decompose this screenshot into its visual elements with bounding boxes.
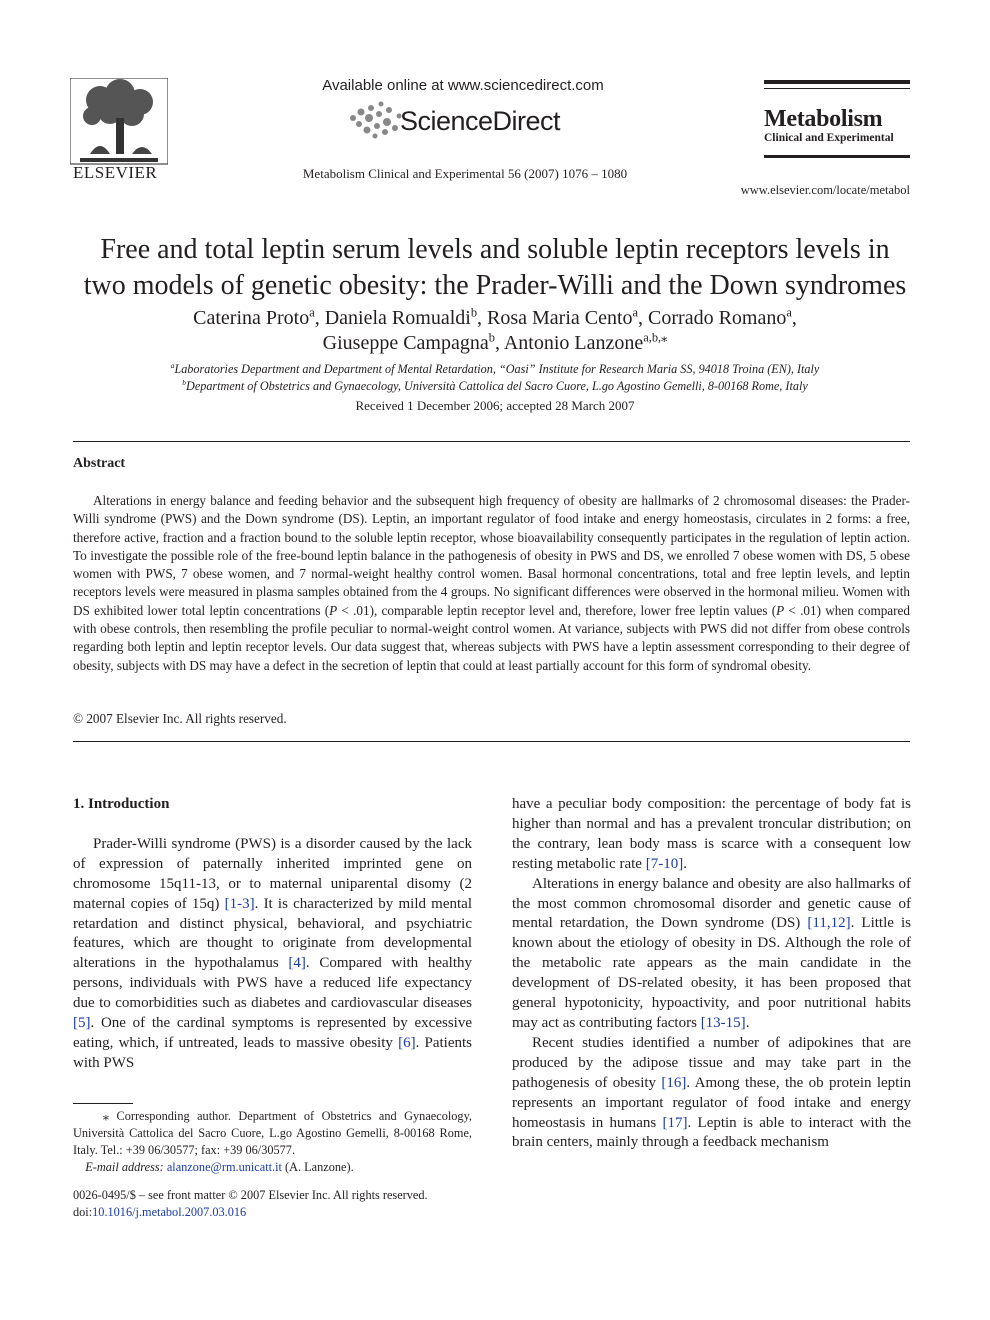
journal-rule-bottom xyxy=(764,155,910,158)
author-affil: b xyxy=(470,305,478,320)
author-name[interactable]: Rosa Maria Cento xyxy=(487,307,633,329)
journal-reference: Metabolism Clinical and Experimental 56 (2007) 1076 – 1080 xyxy=(302,166,628,181)
body-text: Recent studies identified a number of adipokines that are produced by the adipose tissue and may take part in the pathogenesis of obesity xyxy=(512,1034,911,1091)
body-text: . xyxy=(683,855,687,872)
body-text: . Leptin is able to interact with the brain centers, mainly through a feedback mechanism xyxy=(512,1114,911,1151)
abstract-rule-top xyxy=(73,441,910,442)
journal-rule-top xyxy=(764,80,910,84)
title-line-2: two models of genetic obesity: the Prader-Willi and the Down syndromes xyxy=(83,270,907,301)
corresponding-footnote: ⁎ Corresponding author. Department of Obstetrics and Gynaecology, Università Cattolica del Sacro Cuore, L.go Agostino Gemelli, 8-00168 Rome, Italy. Tel.: +39 06/30577; fax: +39 06/30577. E-mail address: alanzone@rm.unicatt.it (A. Lanzone). xyxy=(73,1109,472,1174)
body-text: Alterations in energy balance and obesity are also hallmarks of the most common chromosomal disorder and genetic cause of mental retardation, the Down syndrome (DS) xyxy=(512,875,911,932)
email-label: E-mail address: xyxy=(85,1160,164,1174)
front-matter xyxy=(73,1187,493,1221)
author-separator: , xyxy=(314,307,325,329)
body-text: have a peculiar body composition: the percentage of body fat is higher than normal and has a prevalent troncular distribution; on the contrary, lean body mass is scarce with a consequent low resting metabolic rate xyxy=(512,796,911,872)
body-text: . Among these, the ob protein leptin represents an important regulator of food intake and energy homeostasis in humans xyxy=(512,1074,912,1131)
author-name[interactable]: Caterina Proto xyxy=(193,307,310,329)
author-name[interactable]: Corrado Romano xyxy=(648,307,787,329)
journal-subtitle: Clinical and Experimental xyxy=(764,132,894,144)
body-text: . Compared with healthy persons, individuals with PWS have a reduced life expectancy due to comorbidities such as diabetes and cardiovascular diseases xyxy=(73,955,472,1012)
citation-link[interactable]: [4] xyxy=(288,955,306,972)
author-separator: , xyxy=(791,307,797,329)
footnote-rule xyxy=(73,1103,133,1104)
author-name[interactable]: Daniela Romualdi xyxy=(324,307,471,329)
abstract-heading: Abstract xyxy=(73,456,126,471)
intro-paragraph xyxy=(512,1034,911,1153)
author-affil: a,b,⁎ xyxy=(643,330,668,345)
intro-paragraph xyxy=(73,835,472,1074)
article-title xyxy=(60,232,930,304)
body-text: . xyxy=(745,1014,750,1031)
affil-text: Department of Obstetrics and Gynaecology, Università Cattolica del Sacro Cuore, L.go Agostino Gemelli, 8-00168 Rome, Italy xyxy=(186,379,808,393)
email-link[interactable]: alanzone@rm.unicatt.it xyxy=(166,1160,282,1174)
body-text: . Little is known about the etiology of obesity in DS. Although the role of the metabolic rate appears as the main candidate in the development of DS-related obesity, it has been proposed that general hypotonicity, hypoactivity, and poor nutritional habits may act as contributing factors xyxy=(512,915,911,1031)
abstract-body: Alterations in energy balance and feeding behavior and the subsequent high frequency of obesity are hallmarks of 2 chromosomal diseases: the Prader-Willi syndrome (PWS) and the Down syndrome (DS). Leptin, an important regulator of food intake and energy homeostasis, circulates in 2 forms: a free, therefore active, fraction and a fraction bound to the soluble leptin receptor, whose bioavailability consequently participates in the regulation of leptin action. To investigate the possible role of the free-bound leptin balance in the pathogenesis of obesity in PWS and DS, we enrolled 7 obese women with DS, 5 obese women with PWS, 7 obese women, and 7 normal-weight healthy control women. Basal hormonal concentrations, total and free leptin levels, and leptin receptors levels were measured in plasma samples obtained from the 4 groups. No significant differences were observed in the hormonal milieu. Women with DS exhibited lower total leptin concentrations (P < .01), comparable leptin receptor level and, therefore, lower free leptin values (P < .01) when compared with obese controls, then resembling the profile peculiar to normal-weight control women. At variance, subjects with PWS did not differ from obese controls regarding both leptin and leptin receptor levels. Our data suggest that, whereas subjects with PWS have a leptin assessment corresponding to their degree of obesity, subjects with DS may have a defect in the secretion of leptin that could at least partially account for this form of syndromal obesity. xyxy=(73,493,910,673)
author-affil: a xyxy=(309,305,315,320)
sciencedirect-logo: ScienceDirect xyxy=(400,106,561,136)
journal-header xyxy=(0,0,990,210)
section-heading: 1. Introduction xyxy=(73,796,170,812)
citation-link[interactable]: [6] xyxy=(398,1034,416,1051)
affil-marker: a xyxy=(170,360,175,370)
journal-rule-thin xyxy=(764,88,910,89)
citation-link[interactable]: [1-3] xyxy=(224,895,255,912)
body-text: . One of the cardinal symptoms is represented by excessive eating, which, if untreated, leads to massive obesity xyxy=(73,1015,472,1051)
available-online[interactable]: Available online at www.sciencedirect.com xyxy=(322,77,604,94)
author-affil: a xyxy=(786,305,792,320)
publisher-name: ELSEVIER xyxy=(73,163,158,182)
intro-paragraph xyxy=(512,795,911,875)
intro-paragraph xyxy=(512,875,911,1034)
author-affil: b xyxy=(488,330,495,345)
author-list xyxy=(60,306,930,356)
body-text: Prader-Willi syndrome (PWS) is a disorder caused by the lack of expression of paternally inherited imprinted gene on chromosome 15q11-13, or to maternal uniparental disomy (2 maternal copies of 15q) xyxy=(73,835,472,912)
corresponding-star[interactable]: ⁎ xyxy=(661,330,668,345)
citation-link[interactable]: [5] xyxy=(73,1015,91,1032)
citation-link[interactable]: [13-15] xyxy=(700,1014,746,1031)
body-column-right xyxy=(512,795,911,1153)
author-separator: , xyxy=(477,307,488,329)
body-text: . Patients with PWS xyxy=(73,1034,473,1071)
citation-link[interactable]: [17] xyxy=(662,1114,688,1131)
author-name[interactable]: Giuseppe Campagna xyxy=(322,332,489,354)
abstract-copyright: © 2007 Elsevier Inc. All rights reserved. xyxy=(73,711,287,726)
affiliations xyxy=(60,361,930,395)
body-column-left xyxy=(73,795,472,1074)
doi-label: doi: xyxy=(73,1205,93,1219)
abstract-rule-bottom xyxy=(73,741,910,742)
citation-link[interactable]: [7-10] xyxy=(645,855,684,872)
journal-url[interactable]: www.elsevier.com/locate/metabol xyxy=(740,183,910,197)
author-separator: , xyxy=(494,332,504,354)
doi-link[interactable]: 10.1016/j.metabol.2007.03.016 xyxy=(92,1205,247,1219)
issn-line: 0026-0495/$ – see front matter © 2007 Elsevier Inc. All rights reserved. xyxy=(73,1188,428,1202)
title-line-1: Free and total leptin serum levels and soluble leptin receptors levels in xyxy=(100,234,890,265)
author-affil: a xyxy=(632,305,639,320)
author-name[interactable]: Antonio Lanzone xyxy=(503,332,644,354)
received-dates: Received 1 December 2006; accepted 28 March 2007 xyxy=(355,398,635,413)
body-text: . It is characterized by mild mental retardation and distinct physical, behavioral, and psychiatric features, which are thought to originate from developmental alterations in the hypothalamus xyxy=(73,895,473,972)
affil-marker: b xyxy=(182,377,187,387)
footnote-star: ⁎ xyxy=(102,1109,110,1123)
author-separator: , xyxy=(638,307,649,329)
citation-link[interactable]: [11,12] xyxy=(807,915,851,932)
affil-text: Laboratories Department and Department of Mental Retardation, “Oasi” Institute for Research Maria SS, 94018 Troina (EN), Italy xyxy=(174,362,820,376)
citation-link[interactable]: [16] xyxy=(661,1074,687,1091)
journal-title: Metabolism xyxy=(764,106,883,132)
